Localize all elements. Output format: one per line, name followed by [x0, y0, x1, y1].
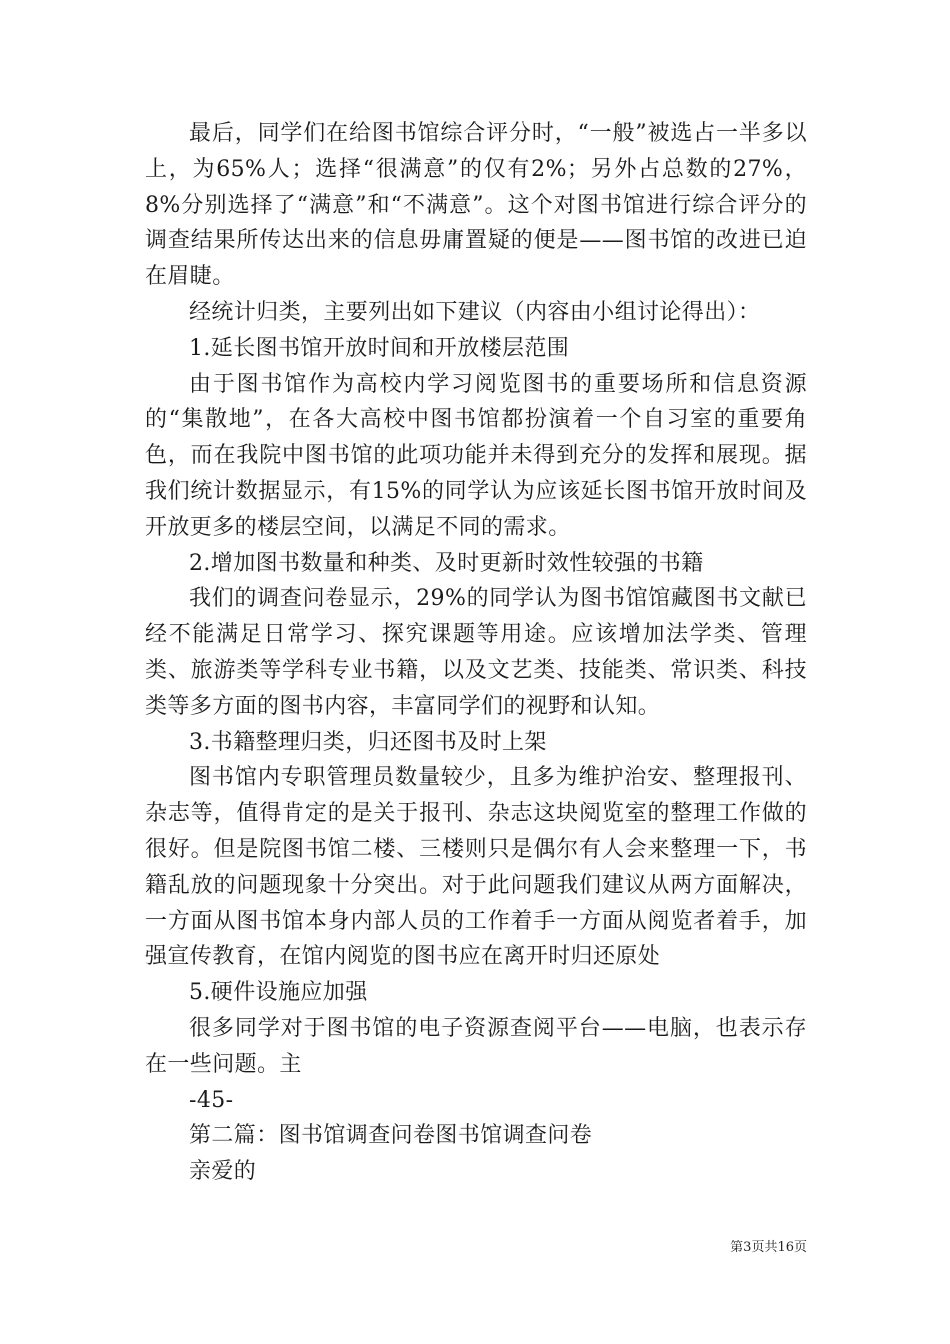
document-body [145, 116, 807, 1190]
heading-suggestion-3: 3.书籍整理归类，归还图书及时上架 [189, 729, 547, 755]
paragraph-overall-rating: 最后，同学们在给图书馆综合评分时，“一般”被选占一半多以上，为65%人；选择“很满意”的仅有2%；另外占总数的27%，8%分别选择了“满意”和“不满意”。这个对图书馆进行综合评分的调查结果所传达出来的信息毋庸置疑的便是——图书馆的改进已迫在眉睫。 [145, 121, 807, 290]
salutation: 亲爱的 [189, 1159, 257, 1185]
heading-suggestion-2: 2.增加图书数量和种类、及时更新时效性较强的书籍 [189, 550, 704, 576]
section-title-second-article: 第二篇：图书馆调查问卷图书馆调查问卷 [189, 1123, 593, 1149]
paragraph-suggestions-intro: 经统计归类，主要列出如下建议（内容由小组讨论得出）： [189, 299, 761, 325]
paragraph-suggestion-3: 图书馆内专职管理员数量较少，且多为维护治安、整理报刊、杂志等，值得肯定的是关于报刊、杂志这块阅览室的整理工作做的很好。但是院图书馆二楼、三楼则只是偶尔有人会来整理一下，书籍乱放的问题现象十分突出。对于此问题我们建议从两方面解决，一方面从图书馆本身内部人员的工作着手一方面从阅览者着手，加强宣传教育，在馆内阅览的图书应在离开时归还原处 [145, 765, 807, 970]
paragraph-suggestion-2: 我们的调查问卷显示，29%的同学认为图书馆馆藏图书文献已经不能满足日常学习、探究课题等用途。应该增加法学类、管理类、旅游类等学科专业书籍，以及文艺类、技能类、常识类、科技类等多方面的图书内容，丰富同学们的视野和认知。 [145, 586, 807, 719]
paragraph-suggestion-5: 很多同学对于图书馆的电子资源查阅平台——电脑，也表示存在一些问题。主 [145, 1015, 807, 1077]
inline-page-number: -45- [189, 1087, 234, 1113]
heading-suggestion-5: 5.硬件设施应加强 [189, 980, 368, 1006]
paragraph-suggestion-1: 由于图书馆作为高校内学习阅览图书的重要场所和信息资源的“集散地”，在各大高校中图书馆都扮演着一个自习室的重要角色，而在我院中图书馆的此项功能并未得到充分的发挥和展现。据我们统计数据显示，有15%的同学认为应该延长图书馆开放时间及开放更多的楼层空间，以满足不同的需求。 [145, 371, 807, 540]
heading-suggestion-1: 1.延长图书馆开放时间和开放楼层范围 [189, 335, 570, 361]
page-indicator: 第3页共16页 [730, 1240, 807, 1255]
